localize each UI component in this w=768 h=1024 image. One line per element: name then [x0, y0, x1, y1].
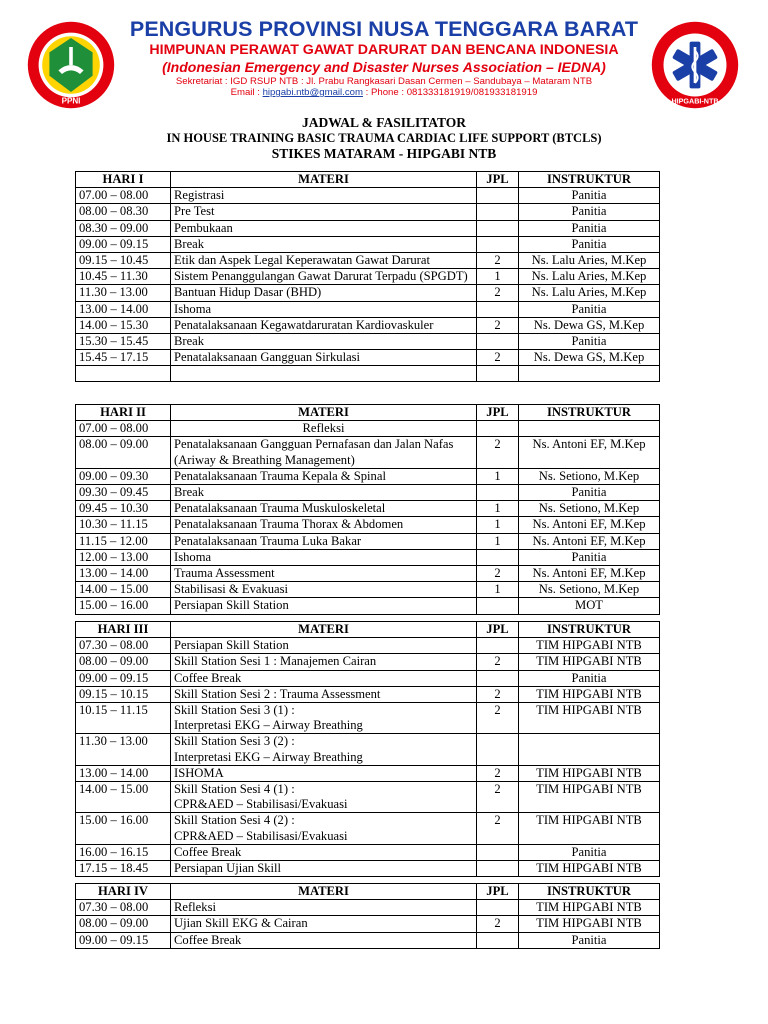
materi-cell: Skill Station Sesi 1 : Manajemen Cairan [171, 654, 477, 670]
instruktur-cell: Ns. Dewa GS, M.Kep [519, 317, 660, 333]
instruktur-cell: TIM HIPGABI NTB [519, 861, 660, 877]
time-cell: 13.00 – 14.00 [76, 301, 171, 317]
time-cell [76, 366, 171, 382]
jpl-cell [477, 932, 519, 948]
association-name-english: (Indonesian Emergency and Disaster Nurses Association – IEDNA) [162, 59, 606, 75]
letterhead-text [120, 16, 648, 98]
time-cell: 09.30 – 09.45 [76, 485, 171, 501]
time-cell: 10.30 – 11.15 [76, 517, 171, 533]
time-cell: 14.00 – 15.30 [76, 317, 171, 333]
table-row [76, 204, 660, 220]
instruktur-cell: Ns. Lalu Aries, M.Kep [519, 253, 660, 269]
jpl-cell: 2 [477, 317, 519, 333]
instruktur-cell: Ns. Lalu Aries, M.Kep [519, 285, 660, 301]
materi-cell: ISHOMA [171, 765, 477, 781]
jpl-cell: 2 [477, 566, 519, 582]
materi-cell: Persiapan Skill Station [171, 598, 477, 614]
instruktur-header: INSTRUKTUR [519, 884, 660, 900]
table-row [76, 686, 660, 702]
jpl-header: JPL [477, 172, 519, 188]
materi-cell: Penatalaksanaan Gangguan Sirkulasi [171, 350, 477, 366]
table-row [76, 813, 660, 844]
organization-name: PENGURUS PROVINSI NUSA TENGGARA BARAT [129, 17, 639, 41]
instruktur-cell [519, 734, 660, 765]
materi-cell: Registrasi [171, 188, 477, 204]
instruktur-cell: Ns. Setiono, M.Kep [519, 582, 660, 598]
time-cell: 07.30 – 08.00 [76, 900, 171, 916]
instruktur-cell: Ns. Dewa GS, M.Kep [519, 350, 660, 366]
jpl-cell: 1 [477, 468, 519, 484]
time-cell: 15.30 – 15.45 [76, 334, 171, 350]
jpl-cell [477, 421, 519, 437]
title-training: IN HOUSE TRAINING BASIC TRAUMA CARDIAC LIFE SUPPORT (BTCLS) [166, 131, 602, 145]
time-cell: 07.00 – 08.00 [76, 421, 171, 437]
table-row [76, 638, 660, 654]
time-cell: 09.00 – 09.15 [76, 670, 171, 686]
table-row [76, 236, 660, 252]
materi-cell: Stabilisasi & Evakuasi [171, 582, 477, 598]
jpl-cell [477, 204, 519, 220]
jpl-cell: 2 [477, 285, 519, 301]
time-cell: 15.00 – 16.00 [76, 813, 171, 844]
table-row [76, 517, 660, 533]
materi-cell [171, 366, 477, 382]
table-row [76, 501, 660, 517]
instruktur-cell [519, 366, 660, 382]
instruktur-cell: TIM HIPGABI NTB [519, 900, 660, 916]
jpl-cell: 1 [477, 582, 519, 598]
table-row [76, 703, 660, 734]
schedule-table-day-2 [75, 404, 660, 615]
materi-cell: Refleksi [171, 421, 477, 437]
time-cell: 09.15 – 10.15 [76, 686, 171, 702]
materi-cell: Trauma Assessment [171, 566, 477, 582]
hipgabi-logo-abbr: HIPGABI-NTB [671, 96, 719, 106]
jpl-cell [477, 301, 519, 317]
materi-cell: Coffee Break [171, 670, 477, 686]
table-row [76, 566, 660, 582]
instruktur-cell: TIM HIPGABI NTB [519, 782, 660, 813]
instruktur-header: INSTRUKTUR [519, 405, 660, 421]
time-cell: 10.45 – 11.30 [76, 269, 171, 285]
jpl-header: JPL [477, 884, 519, 900]
time-cell: 09.00 – 09.30 [76, 468, 171, 484]
time-cell: 08.00 – 09.00 [76, 916, 171, 932]
time-cell: 11.30 – 13.00 [76, 285, 171, 301]
instruktur-cell: Panitia [519, 549, 660, 565]
jpl-cell: 1 [477, 501, 519, 517]
materi-cell: Penatalaksanaan Trauma Luka Bakar [171, 533, 477, 549]
instruktur-cell: TIM HIPGABI NTB [519, 686, 660, 702]
time-cell: 11.15 – 12.00 [76, 533, 171, 549]
table-row [76, 421, 660, 437]
materi-cell: Etik dan Aspek Legal Keperawatan Gawat Darurat [171, 253, 477, 269]
jpl-cell [477, 485, 519, 501]
instruktur-cell: Panitia [519, 932, 660, 948]
jpl-cell [477, 844, 519, 860]
materi-cell: Break [171, 236, 477, 252]
materi-cell: Skill Station Sesi 4 (1) : CPR&AED – Stabilisasi/Evakuasi [171, 782, 477, 813]
time-cell: 15.45 – 17.15 [76, 350, 171, 366]
jpl-cell: 2 [477, 437, 519, 468]
materi-cell: Break [171, 485, 477, 501]
materi-cell: Persiapan Ujian Skill [171, 861, 477, 877]
materi-cell: Ishoma [171, 301, 477, 317]
materi-cell: Persiapan Skill Station [171, 638, 477, 654]
time-cell: 08.00 – 09.00 [76, 437, 171, 468]
table-row [76, 582, 660, 598]
table-header-row [76, 622, 660, 638]
instruktur-cell: TIM HIPGABI NTB [519, 638, 660, 654]
instruktur-cell: Panitia [519, 236, 660, 252]
time-cell: 09.00 – 09.15 [76, 932, 171, 948]
instruktur-cell [519, 421, 660, 437]
instruktur-cell: MOT [519, 598, 660, 614]
jpl-cell: 2 [477, 350, 519, 366]
instruktur-cell: Ns. Setiono, M.Kep [519, 501, 660, 517]
time-cell: 08.30 – 09.00 [76, 220, 171, 236]
jpl-cell [477, 334, 519, 350]
time-cell: 07.00 – 08.00 [76, 188, 171, 204]
table-row [76, 317, 660, 333]
table-row [76, 844, 660, 860]
jpl-cell: 1 [477, 517, 519, 533]
materi-cell: Skill Station Sesi 2 : Trauma Assessment [171, 686, 477, 702]
time-cell: 11.30 – 13.00 [76, 734, 171, 765]
instruktur-cell: Panitia [519, 670, 660, 686]
materi-cell: Coffee Break [171, 844, 477, 860]
table-row [76, 734, 660, 765]
time-cell: 10.15 – 11.15 [76, 703, 171, 734]
table-row [76, 916, 660, 932]
materi-cell: Ujian Skill EKG & Cairan [171, 916, 477, 932]
instruktur-cell: Panitia [519, 204, 660, 220]
table-row [76, 598, 660, 614]
instruktur-cell: Panitia [519, 485, 660, 501]
jpl-cell: 2 [477, 813, 519, 844]
table-row [76, 334, 660, 350]
instruktur-cell: Ns. Antoni EF, M.Kep [519, 437, 660, 468]
materi-cell: Penatalaksanaan Trauma Thorax & Abdomen [171, 517, 477, 533]
jpl-cell: 2 [477, 686, 519, 702]
jpl-cell [477, 549, 519, 565]
jpl-cell: 2 [477, 916, 519, 932]
instruktur-cell: Ns. Setiono, M.Kep [519, 468, 660, 484]
materi-cell: Coffee Break [171, 932, 477, 948]
materi-cell: Skill Station Sesi 3 (1) : Interpretasi EKG – Airway Breathing [171, 703, 477, 734]
jpl-cell [477, 236, 519, 252]
document-titles [0, 114, 768, 161]
materi-cell: Penatalaksanaan Gangguan Pernafasan dan Jalan Nafas (Ariway & Breathing Management) [171, 437, 477, 468]
materi-header: MATERI [171, 172, 477, 188]
instruktur-header: INSTRUKTUR [519, 172, 660, 188]
association-name: HIMPUNAN PERAWAT GAWAT DARURAT DAN BENCANA INDONESIA [149, 42, 619, 58]
time-cell: 09.45 – 10.30 [76, 501, 171, 517]
jpl-cell [477, 220, 519, 236]
time-cell: 07.30 – 08.00 [76, 638, 171, 654]
contact-line [120, 87, 648, 98]
materi-cell: Refleksi [171, 900, 477, 916]
jpl-cell [477, 188, 519, 204]
jpl-cell [477, 366, 519, 382]
day-header: HARI II [76, 405, 171, 421]
table-row [76, 350, 660, 366]
table-row [76, 533, 660, 549]
email-label: Email : [230, 87, 260, 98]
time-cell: 13.00 – 14.00 [76, 765, 171, 781]
email-link[interactable]: hipgabi.ntb@gmail.com [262, 87, 363, 98]
table-row [76, 301, 660, 317]
jpl-cell: 2 [477, 654, 519, 670]
materi-cell: Pembukaan [171, 220, 477, 236]
time-cell: 12.00 – 13.00 [76, 549, 171, 565]
time-cell: 08.00 – 09.00 [76, 654, 171, 670]
letterhead [0, 0, 768, 108]
materi-cell: Skill Station Sesi 3 (2) : Interpretasi EKG – Airway Breathing [171, 734, 477, 765]
jpl-cell: 1 [477, 269, 519, 285]
time-cell: 14.00 – 15.00 [76, 582, 171, 598]
table-row [76, 220, 660, 236]
instruktur-cell: Panitia [519, 844, 660, 860]
table-row [76, 253, 660, 269]
jpl-cell: 2 [477, 765, 519, 781]
instruktur-cell: TIM HIPGABI NTB [519, 916, 660, 932]
instruktur-cell: Ns. Lalu Aries, M.Kep [519, 269, 660, 285]
table-row [76, 269, 660, 285]
jpl-cell: 2 [477, 253, 519, 269]
jpl-cell [477, 670, 519, 686]
materi-cell: Sistem Penanggulangan Gawat Darurat Terpadu (SPGDT) [171, 269, 477, 285]
jpl-cell [477, 638, 519, 654]
materi-header: MATERI [171, 405, 477, 421]
jpl-header: JPL [477, 405, 519, 421]
schedule-table-day-4 [75, 883, 660, 949]
table-row [76, 437, 660, 468]
instruktur-header: INSTRUKTUR [519, 622, 660, 638]
table-row [76, 485, 660, 501]
materi-cell: Skill Station Sesi 4 (2) : CPR&AED – Stabilisasi/Evakuasi [171, 813, 477, 844]
materi-cell: Ishoma [171, 549, 477, 565]
ppni-logo-abbr: PPNI [61, 96, 81, 106]
instruktur-cell: TIM HIPGABI NTB [519, 813, 660, 844]
table-header-row [76, 405, 660, 421]
table-row [76, 765, 660, 781]
table-row [76, 900, 660, 916]
table-row [76, 654, 660, 670]
time-cell: 13.00 – 14.00 [76, 566, 171, 582]
table-row [76, 782, 660, 813]
jpl-cell [477, 734, 519, 765]
title-schedule: JADWAL & FASILITATOR [301, 115, 467, 130]
table-row [76, 932, 660, 948]
table-header-row [76, 172, 660, 188]
day-header: HARI III [76, 622, 171, 638]
materi-cell: Penatalaksanaan Trauma Muskuloskeletal [171, 501, 477, 517]
materi-cell: Pre Test [171, 204, 477, 220]
instruktur-cell: Panitia [519, 220, 660, 236]
schedule-table-day-1 [75, 171, 660, 382]
jpl-cell [477, 861, 519, 877]
materi-cell: Penatalaksanaan Kegawatdaruratan Kardiovaskuler [171, 317, 477, 333]
jpl-cell: 2 [477, 703, 519, 734]
table-row [76, 366, 660, 382]
day-header: HARI I [76, 172, 171, 188]
jpl-cell [477, 900, 519, 916]
materi-cell: Break [171, 334, 477, 350]
table-header-row [76, 884, 660, 900]
table-row [76, 670, 660, 686]
time-cell: 17.15 – 18.45 [76, 861, 171, 877]
instruktur-cell: TIM HIPGABI NTB [519, 703, 660, 734]
phone-text: : Phone : 081333181919/081933181919 [365, 87, 538, 98]
time-cell: 09.00 – 09.15 [76, 236, 171, 252]
instruktur-cell: Panitia [519, 188, 660, 204]
instruktur-cell: Ns. Antoni EF, M.Kep [519, 533, 660, 549]
table-row [76, 549, 660, 565]
instruktur-cell: Ns. Antoni EF, M.Kep [519, 517, 660, 533]
schedule-table-day-3 [75, 621, 660, 877]
hipgabi-logo [650, 20, 740, 110]
instruktur-cell: Panitia [519, 301, 660, 317]
time-cell: 15.00 – 16.00 [76, 598, 171, 614]
ppni-logo [26, 20, 116, 110]
time-cell: 16.00 – 16.15 [76, 844, 171, 860]
time-cell: 08.00 – 08.30 [76, 204, 171, 220]
instruktur-cell: TIM HIPGABI NTB [519, 654, 660, 670]
table-row [76, 188, 660, 204]
materi-cell: Bantuan Hidup Dasar (BHD) [171, 285, 477, 301]
jpl-cell: 2 [477, 782, 519, 813]
instruktur-cell: Panitia [519, 334, 660, 350]
secretariat-address: Sekretariat : IGD RSUP NTB : Jl. Prabu Rangkasari Dasan Cermen – Sandubaya – Mataram NTB [175, 76, 593, 87]
materi-header: MATERI [171, 622, 477, 638]
materi-header: MATERI [171, 884, 477, 900]
table-row [76, 468, 660, 484]
jpl-cell [477, 598, 519, 614]
materi-cell: Penatalaksanaan Trauma Kepala & Spinal [171, 468, 477, 484]
instruktur-cell: TIM HIPGABI NTB [519, 765, 660, 781]
time-cell: 14.00 – 15.00 [76, 782, 171, 813]
time-cell: 09.15 – 10.45 [76, 253, 171, 269]
table-row [76, 285, 660, 301]
title-venue: STIKES MATARAM - HIPGABI NTB [271, 146, 497, 161]
day-header: HARI IV [76, 884, 171, 900]
instruktur-cell: Ns. Antoni EF, M.Kep [519, 566, 660, 582]
table-row [76, 861, 660, 877]
jpl-header: JPL [477, 622, 519, 638]
jpl-cell: 1 [477, 533, 519, 549]
